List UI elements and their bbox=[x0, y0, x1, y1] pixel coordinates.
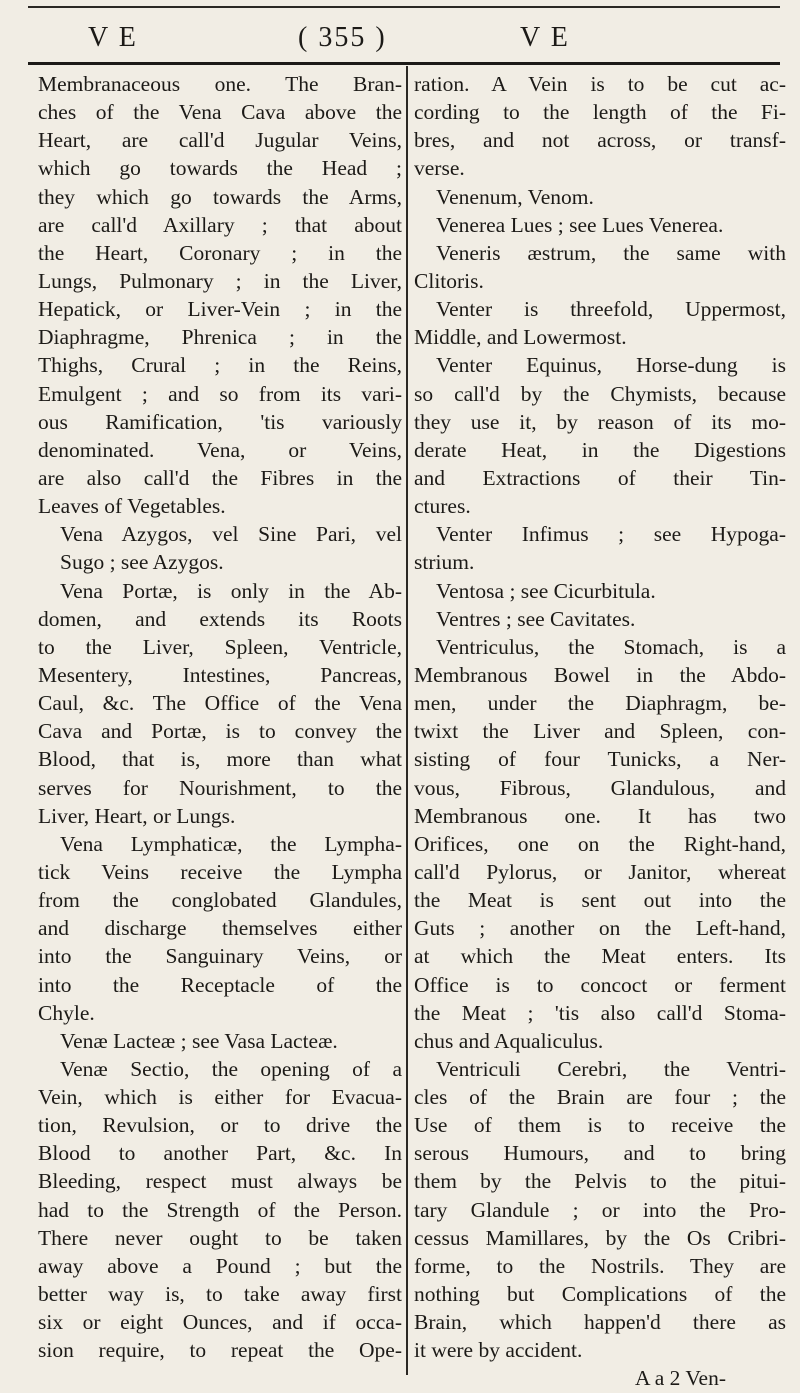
right-text-line: tary Glandule ; or into the Pro- bbox=[414, 1197, 786, 1222]
left-text-line: Venæ Sectio, the opening of a bbox=[60, 1056, 402, 1081]
right-text-line: Guts ; another on the Left-hand, bbox=[414, 916, 786, 941]
right-text-line: Venter Infimus ; see Hypoga- bbox=[436, 522, 786, 547]
left-text-line: are call'd Axillary ; that about bbox=[38, 212, 402, 237]
right-text-line: so call'd by the Chymists, because bbox=[414, 381, 786, 406]
left-text-line: are also call'd the Fibres in the bbox=[38, 465, 402, 490]
right-text-line: and Extractions of their Tin- bbox=[414, 465, 786, 490]
left-text-line: Venæ Lacteæ ; see Vasa Lacteæ. bbox=[60, 1028, 338, 1053]
right-text-line: forme, to the Nostrils. They are bbox=[414, 1253, 786, 1278]
left-text-line: Cava and Portæ, is to convey the bbox=[38, 719, 402, 744]
left-text-line: away above a Pound ; but the bbox=[38, 1253, 402, 1278]
running-header bbox=[30, 22, 770, 62]
right-text-line: men, under the Diaphragm, be- bbox=[414, 691, 786, 716]
left-text-line: and discharge themselves either bbox=[38, 916, 402, 941]
left-text-line: Vena Portæ, is only in the Ab- bbox=[60, 578, 402, 603]
page-number: ( 355 ) bbox=[298, 22, 387, 53]
right-text-line: cessus Mamillares, by the Os Cribri- bbox=[414, 1225, 786, 1250]
right-text-line: Venenum, Venom. bbox=[436, 184, 594, 209]
right-text-line: twixt the Liver and Spleen, con- bbox=[414, 719, 786, 744]
left-text-line: denominated. Vena, or Veins, bbox=[38, 437, 402, 462]
right-text-line: ctures. bbox=[414, 494, 471, 519]
right-text-line: Venter is threefold, Uppermost, bbox=[436, 297, 786, 322]
left-text-line: Bleeding, respect must always be bbox=[38, 1169, 402, 1194]
right-text-line: the Meat ; 'tis also call'd Stoma- bbox=[414, 1000, 786, 1025]
right-text-line: it were by accident. bbox=[414, 1338, 583, 1363]
left-text-line: Chyle. bbox=[38, 1000, 95, 1025]
left-text-line: ches of the Vena Cava above the bbox=[38, 100, 402, 125]
header-right: V E bbox=[520, 22, 570, 53]
left-text-line: they which go towards the Arms, bbox=[38, 184, 402, 209]
left-text-line: Lungs, Pulmonary ; in the Liver, bbox=[38, 268, 402, 293]
left-text-line: Leaves of Vegetables. bbox=[38, 494, 226, 519]
left-text-line: tion, Revulsion, or to drive the bbox=[38, 1113, 402, 1138]
right-text-line: sisting of four Tunicks, a Ner- bbox=[414, 747, 786, 772]
right-text-line: ration. A Vein is to be cut ac- bbox=[414, 72, 786, 96]
left-text-line: better way is, to take away first bbox=[38, 1282, 402, 1307]
left-text-line: Blood, that is, more than what bbox=[38, 747, 402, 772]
left-text-line: into the Receptacle of the bbox=[38, 972, 402, 997]
left-text-line: which go towards the Head ; bbox=[38, 156, 402, 181]
right-text-line: derate Heat, in the Digestions bbox=[414, 437, 786, 462]
left-text-line: tick Veins receive the Lympha bbox=[38, 859, 402, 884]
left-text-line: ous Ramification, 'tis variously bbox=[38, 409, 402, 434]
right-text-line: Ventosa ; see Cicurbitula. bbox=[436, 578, 656, 603]
left-column bbox=[38, 70, 402, 1364]
top-border-rule bbox=[28, 6, 780, 8]
left-text-line: the Heart, Coronary ; in the bbox=[38, 240, 402, 265]
header-left: V E bbox=[88, 22, 138, 53]
right-text-line: serous Humours, and to bring bbox=[414, 1141, 786, 1166]
right-text-line: Middle, and Lowermost. bbox=[414, 325, 627, 350]
right-column bbox=[414, 70, 786, 1393]
left-text-line: had to the Strength of the Person. bbox=[38, 1197, 402, 1222]
right-text-line: Membranous one. It has two bbox=[414, 803, 786, 828]
left-text-line: six or eight Ounces, and if occa- bbox=[38, 1310, 402, 1335]
right-text-line: the Meat is sent out into the bbox=[414, 888, 786, 913]
left-text-line: into the Sanguinary Veins, or bbox=[38, 944, 402, 969]
right-text-line: Ventres ; see Cavitates. bbox=[436, 606, 636, 631]
right-text-line: they use it, by reason of its mo- bbox=[414, 409, 786, 434]
left-text-line: from the conglobated Glandules, bbox=[38, 888, 402, 913]
left-text-line: Caul, &c. The Office of the Vena bbox=[38, 691, 402, 716]
left-text-line: Thighs, Crural ; in the Reins, bbox=[38, 353, 402, 378]
left-text-line: Mesentery, Intestines, Pancreas, bbox=[38, 662, 402, 687]
left-text-line: to the Liver, Spleen, Ventricle, bbox=[38, 634, 402, 659]
right-text-line: Brain, which happen'd there as bbox=[414, 1310, 786, 1335]
left-text-line: Sugo ; see Azygos. bbox=[60, 550, 224, 575]
left-text-line: Vena Lymphaticæ, the Lympha- bbox=[60, 831, 402, 856]
right-text-line: Venter Equinus, Horse-dung is bbox=[436, 353, 786, 378]
right-text-line: Orifices, one on the Right-hand, bbox=[414, 831, 786, 856]
right-text-line: Venerea Lues ; see Lues Venerea. bbox=[436, 212, 724, 237]
left-text-line: Diaphragme, Phrenica ; in the bbox=[38, 325, 402, 350]
header-rule bbox=[28, 62, 780, 65]
right-text-line: cles of the Brain are four ; the bbox=[414, 1085, 786, 1110]
right-text-line: them by the Pelvis to the pitui- bbox=[414, 1169, 786, 1194]
right-text-line: Use of them is to receive the bbox=[414, 1113, 786, 1138]
left-text-line: Liver, Heart, or Lungs. bbox=[38, 803, 236, 828]
right-text-line: Membranous Bowel in the Abdo- bbox=[414, 662, 786, 687]
right-text-line: bres, and not across, or transf- bbox=[414, 128, 786, 153]
right-text-line: call'd Pylorus, or Janitor, whereat bbox=[414, 859, 786, 884]
right-text-line: Veneris æstrum, the same with bbox=[436, 240, 786, 265]
right-text-line: chus and Aqualiculus. bbox=[414, 1028, 604, 1053]
right-text-line: Office is to concoct or ferment bbox=[414, 972, 786, 997]
right-text-line: cording to the length of the Fi- bbox=[414, 100, 786, 125]
right-text-line: vous, Fibrous, Glandulous, and bbox=[414, 775, 786, 800]
right-text-line: verse. bbox=[414, 156, 465, 181]
left-text-line: Heart, are call'd Jugular Veins, bbox=[38, 128, 402, 153]
left-text-line: Membranaceous one. The Bran- bbox=[38, 72, 402, 96]
right-text-line: Clitoris. bbox=[414, 268, 484, 293]
right-text-line: Ventriculi Cerebri, the Ventri- bbox=[436, 1056, 786, 1081]
left-text-line: Emulgent ; and so from its vari- bbox=[38, 381, 402, 406]
left-text-line: Hepatick, or Liver-Vein ; in the bbox=[38, 297, 402, 322]
left-text-line: serves for Nourishment, to the bbox=[38, 775, 402, 800]
right-text-line: nothing but Complications of the bbox=[414, 1282, 786, 1307]
left-text-line: Blood to another Part, &c. In bbox=[38, 1141, 402, 1166]
column-divider bbox=[406, 66, 408, 1375]
left-text-line: Vein, which is either for Evacua- bbox=[38, 1085, 402, 1110]
left-text-line: Vena Azygos, vel Sine Pari, vel bbox=[60, 522, 402, 547]
right-text-line: at which the Meat enters. Its bbox=[414, 944, 786, 969]
left-text-line: There never ought to be taken bbox=[38, 1225, 402, 1250]
left-text-line: domen, and extends its Roots bbox=[38, 606, 402, 631]
right-text-line: strium. bbox=[414, 550, 475, 575]
right-text-line: Ventriculus, the Stomach, is a bbox=[436, 634, 786, 659]
left-text-line: sion require, to repeat the Ope- bbox=[38, 1338, 402, 1363]
right-text-line: A a 2 Ven- bbox=[635, 1366, 726, 1391]
